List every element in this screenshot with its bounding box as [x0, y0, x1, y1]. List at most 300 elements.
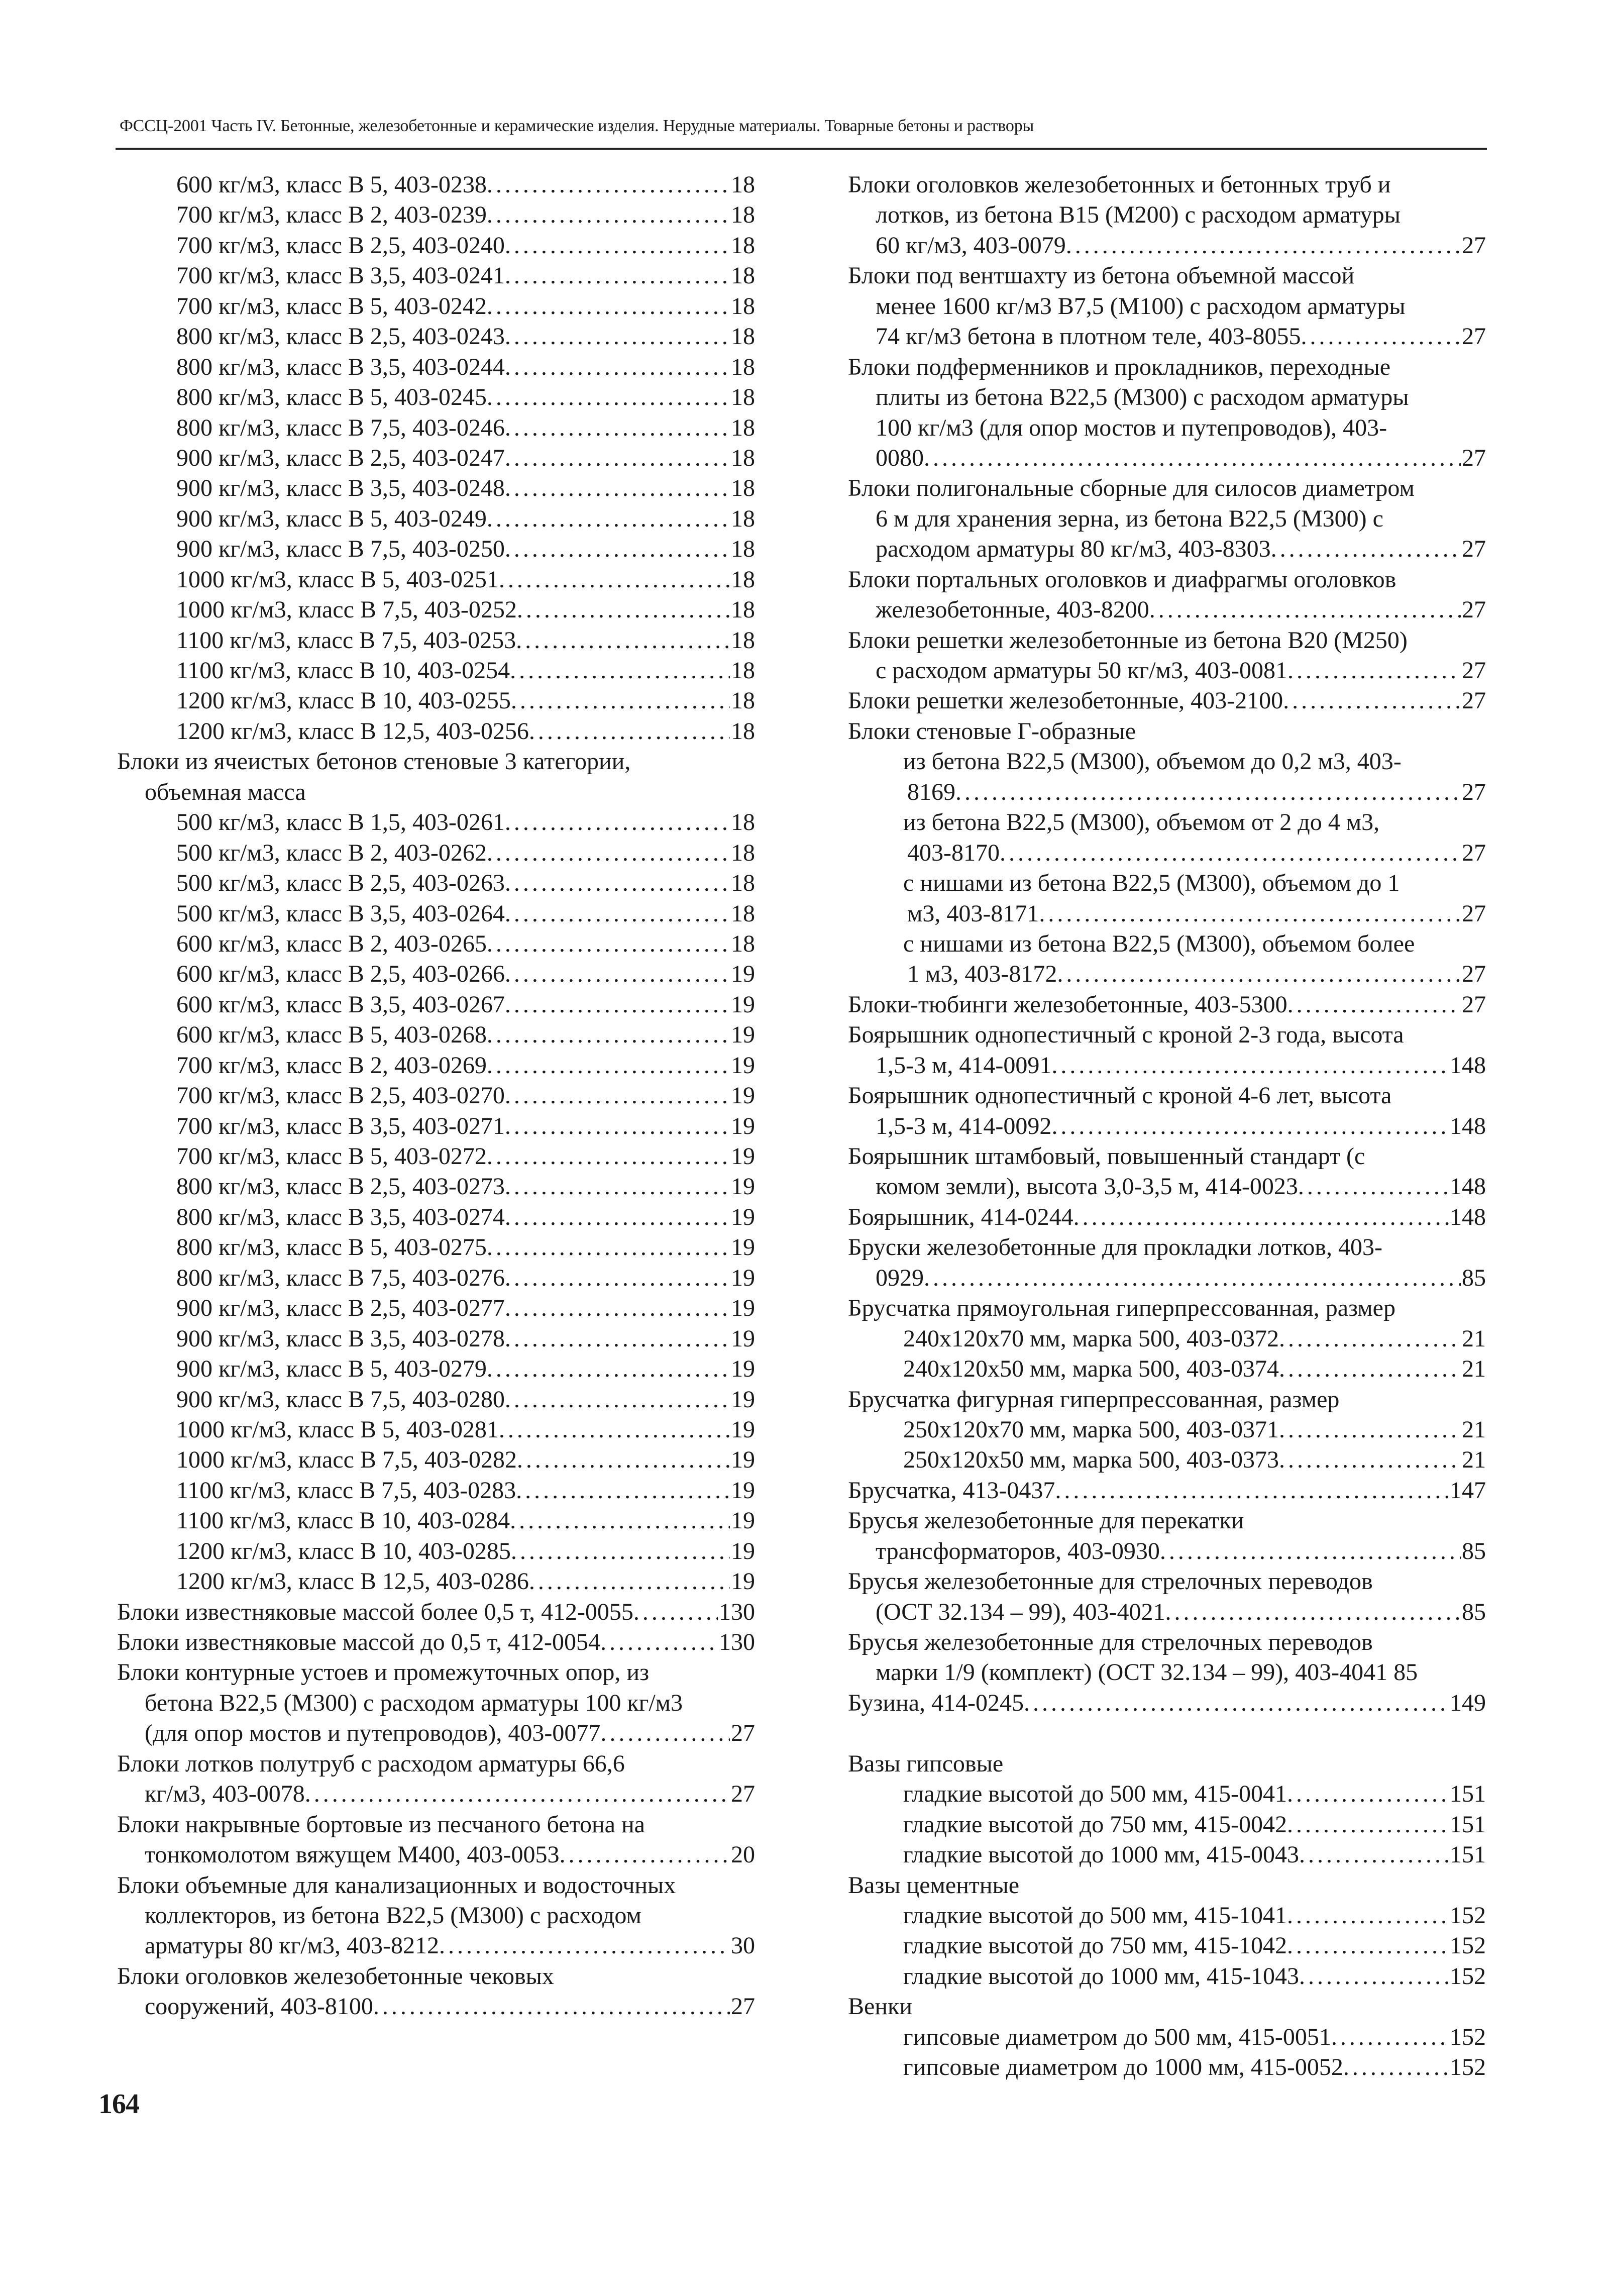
index-entry — [117, 1506, 755, 1536]
index-entry: марки 1/9 (комплект) (ОСТ 32.134 – 99), 403-4041 85 — [876, 1659, 1418, 1686]
entry-text: 500 кг/м3, класс В 2, 403-0262 — [176, 839, 487, 866]
index-entry — [117, 868, 755, 898]
entry-page-ref: 19 — [731, 1355, 755, 1383]
entry-page-ref: 19 — [731, 1052, 755, 1079]
index-entry: Блоки под вентшахту из бетона объемной массой — [848, 262, 1355, 289]
dot-leader — [1024, 1688, 1449, 1718]
dot-leader — [1287, 1901, 1449, 1931]
entry-text: комом земли), высота 3,0-3,5 м, 414-0023 — [876, 1173, 1298, 1200]
entry-text: 240х120х50 мм, марка 500, 403-0374 — [903, 1355, 1279, 1383]
dot-leader — [1299, 1961, 1449, 1992]
dot-leader — [600, 1627, 718, 1657]
entry-page-ref: 18 — [731, 262, 755, 289]
index-entry: Блоки решетки железобетонные из бетона В20 (М250) — [848, 627, 1408, 654]
entry-text: 250х120х70 мм, марка 500, 403-0371 — [903, 1416, 1279, 1443]
dot-leader — [505, 1081, 730, 1111]
dot-leader — [487, 1020, 730, 1050]
entry-page-ref: 18 — [731, 475, 755, 502]
dot-leader — [529, 1567, 730, 1597]
dot-leader — [1055, 1476, 1449, 1506]
dot-leader — [1279, 1415, 1461, 1445]
dot-leader — [487, 382, 730, 412]
dot-leader — [1279, 1445, 1461, 1475]
index-entry — [848, 1961, 1486, 1992]
dot-leader — [955, 777, 1461, 807]
entry-page-ref: 18 — [731, 505, 755, 532]
entry-page-ref: 18 — [731, 171, 755, 198]
dot-leader — [487, 838, 730, 868]
dot-leader — [924, 1263, 1461, 1293]
index-entry — [117, 716, 755, 747]
entry-page-ref: 21 — [1462, 1355, 1486, 1383]
index-entry: Блоки лотков полутруб с расходом арматуры 66,6 — [117, 1750, 625, 1777]
index-entry — [117, 990, 755, 1020]
entry-text: Бузина, 414-0245 — [848, 1689, 1024, 1716]
entry-text: 900 кг/м3, класс В 2,5, 403-0277 — [176, 1295, 505, 1322]
entry-text: 700 кг/м3, класс В 2, 403-0269 — [176, 1052, 487, 1079]
entry-text: 600 кг/м3, класс В 2, 403-0265 — [176, 930, 487, 957]
index-entry — [117, 1931, 755, 1961]
entry-page-ref: 19 — [731, 1234, 755, 1261]
entry-page-ref: 19 — [731, 1325, 755, 1352]
dot-leader — [439, 1931, 730, 1961]
entry-page-ref: 18 — [731, 232, 755, 259]
entry-page-ref: 18 — [731, 384, 755, 411]
index-column-right — [848, 170, 1486, 2083]
index-entry — [848, 1051, 1486, 1081]
index-entry: Блоки из ячеистых бетонов стеновые 3 категории, — [117, 748, 631, 775]
index-entry — [848, 1840, 1486, 1870]
entry-page-ref: 19 — [731, 1173, 755, 1200]
index-entry — [848, 1263, 1486, 1293]
entry-text: 8169 — [907, 778, 955, 805]
entry-text: (ОСТ 32.134 – 99), 403-4021 — [876, 1598, 1165, 1625]
entry-page-ref: 152 — [1450, 1962, 1486, 1990]
entry-page-ref: 27 — [1462, 900, 1486, 927]
entry-text: 800 кг/м3, класс В 5, 403-0275 — [176, 1234, 487, 1261]
entry-page-ref: 18 — [731, 444, 755, 471]
entry-page-ref: 21 — [1462, 1325, 1486, 1352]
dot-leader — [1160, 1536, 1461, 1567]
index-entry — [117, 200, 755, 230]
index-entry — [117, 565, 755, 595]
entry-text: 700 кг/м3, класс В 5, 403-0272 — [176, 1143, 487, 1170]
dot-leader — [487, 170, 730, 200]
index-entry — [848, 1718, 1486, 1748]
entry-text: гипсовые диаметром до 500 мм, 415-0051 — [903, 2023, 1331, 2050]
index-entry: Венки — [848, 1993, 913, 2020]
index-entry: Вазы гипсовые — [848, 1750, 1004, 1777]
dot-leader — [1283, 686, 1461, 716]
dot-leader — [499, 565, 730, 595]
index-entry: Брусчатка фигурная гиперпрессованная, размер — [848, 1386, 1340, 1413]
index-entry: Боярышник штамбовый, повышенный стандарт (с — [848, 1143, 1365, 1170]
entry-page-ref: 19 — [731, 1507, 755, 1534]
index-entry — [848, 2022, 1486, 2052]
index-entry — [117, 1263, 755, 1293]
entry-page-ref: 18 — [731, 536, 755, 563]
entry-page-ref: 130 — [719, 1629, 755, 1655]
index-entry: бетона В22,5 (М300) с расходом арматуры 100 кг/м3 — [145, 1689, 683, 1716]
index-entry — [848, 686, 1486, 716]
entry-page-ref: 148 — [1450, 1112, 1486, 1139]
index-entry — [117, 1172, 755, 1202]
entry-page-ref: 18 — [731, 687, 755, 714]
entry-page-ref: 20 — [731, 1841, 755, 1868]
entry-page-ref: 18 — [731, 930, 755, 957]
entry-text: 1000 кг/м3, класс В 7,5, 403-0252 — [176, 596, 517, 623]
index-entry — [117, 595, 755, 625]
index-entry: Блоки полигональные сборные для силосов диаметром — [848, 475, 1415, 502]
index-entry — [117, 1293, 755, 1323]
entry-text: 1000 кг/м3, класс В 7,5, 403-0282 — [176, 1446, 517, 1474]
entry-page-ref: 21 — [1462, 1416, 1486, 1443]
dot-leader — [505, 959, 730, 989]
dot-leader — [511, 1536, 730, 1567]
dot-leader — [1000, 838, 1461, 868]
entry-page-ref: 27 — [1462, 991, 1486, 1018]
index-entry: Брусчатка прямоугольная гиперпрессованная, размер — [848, 1295, 1395, 1322]
entry-page-ref: 18 — [731, 292, 755, 320]
index-entry — [117, 1051, 755, 1081]
index-entry: 6 м для хранения зерна, из бетона В22,5 (М300) с — [876, 505, 1383, 532]
index-entry — [848, 1415, 1486, 1445]
dot-leader — [1149, 595, 1461, 625]
index-entry — [848, 777, 1486, 807]
dot-leader — [1051, 1111, 1449, 1141]
entry-page-ref: 85 — [1462, 1537, 1486, 1564]
dot-leader — [487, 1354, 730, 1384]
entry-text: трансформаторов, 403-0930 — [876, 1537, 1160, 1564]
index-entry — [848, 990, 1486, 1020]
dot-leader — [487, 1141, 730, 1172]
index-entry — [117, 899, 755, 929]
entry-page-ref: 151 — [1450, 1811, 1486, 1838]
dot-leader — [559, 1840, 730, 1870]
index-entry — [117, 1718, 755, 1748]
dot-leader — [505, 1202, 730, 1232]
entry-page-ref: 19 — [731, 1021, 755, 1049]
entry-text: 1,5-3 м, 414-0091 — [876, 1052, 1052, 1079]
entry-page-ref: 19 — [731, 1143, 755, 1170]
index-entry: из бетона В22,5 (М300), объемом от 2 до 4 м3, — [903, 809, 1380, 836]
dot-leader — [517, 595, 730, 625]
entry-page-ref: 19 — [731, 1082, 755, 1109]
index-entry — [848, 1324, 1486, 1354]
index-entry — [848, 2052, 1486, 2082]
entry-text: сооружений, 403-8100 — [145, 1993, 373, 2020]
entry-text: железобетонные, 403-8200 — [876, 596, 1149, 623]
dot-leader — [487, 291, 730, 322]
index-entry — [848, 959, 1486, 989]
entry-text: 1,5-3 м, 414-0092 — [876, 1112, 1052, 1139]
dot-leader — [505, 1385, 730, 1415]
dot-leader — [529, 716, 730, 747]
index-entry: Боярышник однопестичный с кроной 4-6 лет, высота — [848, 1082, 1392, 1109]
header-rule — [116, 148, 1487, 150]
index-entry: Блоки контурные устоев и промежуточных опор, из — [117, 1659, 650, 1686]
entry-text: 600 кг/м3, класс В 2,5, 403-0266 — [176, 961, 505, 988]
index-entry — [117, 1536, 755, 1567]
entry-page-ref: 18 — [731, 414, 755, 441]
entry-text: 1000 кг/м3, класс В 5, 403-0281 — [176, 1416, 499, 1443]
entry-page-ref: 152 — [1450, 1902, 1486, 1929]
dot-leader — [505, 1324, 730, 1354]
page-number: 164 — [98, 2089, 139, 2120]
dot-leader — [505, 231, 730, 261]
entry-text: Блоки-тюбинги железобетонные, 403-5300 — [848, 991, 1287, 1018]
entry-page-ref: 148 — [1450, 1052, 1486, 1079]
index-entry — [117, 1385, 755, 1415]
index-entry — [117, 291, 755, 322]
dot-leader — [924, 443, 1461, 473]
entry-text: 1100 кг/м3, класс В 7,5, 403-0253 — [176, 627, 516, 654]
entry-page-ref: 18 — [731, 596, 755, 623]
entry-page-ref: 19 — [731, 1203, 755, 1230]
index-entry: Брусья железобетонные для перекатки — [848, 1507, 1244, 1534]
entry-page-ref: 19 — [731, 1537, 755, 1564]
dot-leader — [1279, 1354, 1461, 1384]
entry-text: кг/м3, 403-0078 — [145, 1781, 305, 1808]
dot-leader — [487, 200, 730, 230]
index-entry — [117, 473, 755, 503]
entry-page-ref: 152 — [1450, 1932, 1486, 1959]
entry-text: гладкие высотой до 500 мм, 415-1041 — [903, 1902, 1287, 1929]
index-entry — [117, 1111, 755, 1141]
entry-page-ref: 18 — [731, 627, 755, 654]
entry-text: гладкие высотой до 750 мм, 415-0042 — [903, 1811, 1287, 1838]
index-entry — [117, 261, 755, 291]
entry-text: Блоки известняковые массой более 0,5 т, 412-0055 — [117, 1598, 633, 1625]
entry-page-ref: 18 — [731, 353, 755, 380]
entry-text: 900 кг/м3, класс В 5, 403-0279 — [176, 1355, 487, 1383]
index-entry — [848, 1536, 1486, 1567]
entry-text: 700 кг/м3, класс В 3,5, 403-0271 — [176, 1112, 505, 1139]
entry-text: Блоки известняковые массой до 0,5 т, 412-0054 — [117, 1629, 600, 1655]
index-entry — [117, 959, 755, 989]
entry-page-ref: 27 — [1462, 657, 1486, 684]
index-entry — [117, 170, 755, 200]
entry-text: 600 кг/м3, класс В 3,5, 403-0267 — [176, 991, 505, 1018]
entry-page-ref: 27 — [1462, 536, 1486, 563]
index-entry — [848, 1111, 1486, 1141]
entry-page-ref: 151 — [1450, 1841, 1486, 1868]
index-entry — [848, 838, 1486, 868]
entry-text: 1 м3, 403-8172 — [907, 961, 1057, 988]
entry-page-ref: 27 — [1462, 839, 1486, 866]
index-entry — [117, 838, 755, 868]
dot-leader — [505, 534, 730, 564]
entry-text: 700 кг/м3, класс В 5, 403-0242 — [176, 292, 487, 320]
entry-page-ref: 18 — [731, 201, 755, 229]
entry-page-ref: 19 — [731, 1416, 755, 1443]
entry-text: 1100 кг/м3, класс В 7,5, 403-0283 — [176, 1477, 516, 1504]
index-entry: с нишами из бетона В22,5 (М300), объемом до 1 — [903, 870, 1400, 897]
dot-leader — [505, 1172, 730, 1202]
dot-leader — [633, 1597, 718, 1627]
dot-leader — [505, 990, 730, 1020]
entry-text: 1100 кг/м3, класс В 10, 403-0284 — [176, 1507, 510, 1534]
entry-text: Боярышник, 414-0244 — [848, 1203, 1073, 1230]
entry-page-ref: 27 — [1462, 232, 1486, 259]
index-entry — [848, 1779, 1486, 1809]
entry-text: 60 кг/м3, 403-0079 — [876, 232, 1066, 259]
entry-page-ref: 27 — [731, 1993, 755, 2020]
index-entry — [117, 322, 755, 352]
entry-page-ref: 27 — [1462, 778, 1486, 805]
index-entry — [117, 1354, 755, 1384]
entry-text: 1200 кг/м3, класс В 10, 403-0285 — [176, 1537, 511, 1564]
index-entry — [117, 1476, 755, 1506]
entry-page-ref: 19 — [731, 991, 755, 1018]
dot-leader — [505, 352, 730, 382]
dot-leader — [1279, 1324, 1461, 1354]
index-entry — [117, 1141, 755, 1172]
index-entry: лотков, из бетона В15 (М200) с расходом арматуры — [876, 201, 1401, 229]
entry-text: Блоки решетки железобетонные, 403-2100 — [848, 687, 1283, 714]
entry-text: 800 кг/м3, класс В 3,5, 403-0244 — [176, 353, 505, 380]
dot-leader — [487, 929, 730, 959]
dot-leader — [1331, 2022, 1449, 2052]
dot-leader — [1039, 899, 1461, 929]
index-entry — [848, 443, 1486, 473]
dot-leader — [505, 413, 730, 443]
index-entry — [848, 1597, 1486, 1627]
entry-page-ref: 19 — [731, 1446, 755, 1474]
dot-leader — [305, 1779, 730, 1809]
entry-text: 900 кг/м3, класс В 5, 403-0249 — [176, 505, 487, 532]
index-entry — [117, 1992, 755, 2022]
index-entry — [848, 656, 1486, 686]
entry-text: гладкие высотой до 750 мм, 415-1042 — [903, 1932, 1287, 1959]
entry-text: 500 кг/м3, класс В 1,5, 403-0261 — [176, 809, 505, 836]
entry-text: гипсовые диаметром до 1000 мм, 415-0052 — [903, 2054, 1343, 2081]
entry-page-ref: 18 — [731, 566, 755, 593]
index-entry — [117, 1415, 755, 1445]
entry-text: 900 кг/м3, класс В 3,5, 403-0248 — [176, 475, 505, 502]
index-entry — [117, 231, 755, 261]
index-entry: Блоки оголовков железобетонные чековых — [117, 1962, 554, 1990]
entry-text: 800 кг/м3, класс В 5, 403-0245 — [176, 384, 487, 411]
entry-text: 600 кг/м3, класс В 5, 403-0268 — [176, 1021, 487, 1049]
dot-leader — [516, 625, 730, 656]
index-entry — [848, 534, 1486, 564]
dot-leader — [1287, 656, 1461, 686]
entry-text: 0080 — [876, 444, 924, 471]
entry-text: 403-8170 — [907, 839, 1000, 866]
index-entry: Брусья железобетонные для стрелочных переводов — [848, 1629, 1373, 1655]
index-entry: Вазы цементные — [848, 1871, 1020, 1899]
index-entry — [848, 1931, 1486, 1961]
entry-text: 0929 — [876, 1264, 924, 1291]
entry-text: 900 кг/м3, класс В 7,5, 403-0280 — [176, 1386, 505, 1413]
entry-page-ref: 18 — [731, 809, 755, 836]
index-entry: коллекторов, из бетона В22,5 (М300) с расходом — [145, 1902, 641, 1929]
entry-text: 700 кг/м3, класс В 2, 403-0239 — [176, 201, 487, 229]
dot-leader — [505, 443, 730, 473]
entry-page-ref: 19 — [731, 1477, 755, 1504]
index-entry — [848, 1445, 1486, 1475]
dot-leader — [1287, 1779, 1449, 1809]
entry-page-ref: 152 — [1450, 2054, 1486, 2081]
entry-text: 74 кг/м3 бетона в плотном теле, 403-8055 — [876, 323, 1301, 350]
entry-text: 900 кг/м3, класс В 3,5, 403-0278 — [176, 1325, 505, 1352]
index-entry — [848, 1476, 1486, 1506]
entry-page-ref: 19 — [731, 961, 755, 988]
entry-page-ref: 27 — [1462, 323, 1486, 350]
index-entry: из бетона В22,5 (М300), объемом до 0,2 м3, 403- — [903, 748, 1402, 775]
entry-text: 900 кг/м3, класс В 7,5, 403-0250 — [176, 536, 505, 563]
dot-leader — [1299, 1840, 1449, 1870]
entry-text: гладкие высотой до 1000 мм, 415-0043 — [903, 1841, 1300, 1868]
entry-text: 1100 кг/м3, класс В 10, 403-0254 — [176, 657, 510, 684]
entry-text: 800 кг/м3, класс В 2,5, 403-0243 — [176, 323, 505, 350]
dot-leader — [487, 504, 730, 534]
running-header: ФССЦ-2001 Часть IV. Бетонные, железобетонные и керамические изделия. Нерудные материалы. Товарные бетоны и растворы — [120, 117, 1034, 135]
index-entry — [117, 686, 755, 716]
entry-text: 1200 кг/м3, класс В 10, 403-0255 — [176, 687, 511, 714]
index-entry — [117, 625, 755, 656]
index-entry — [117, 1081, 755, 1111]
index-entry — [117, 1232, 755, 1263]
index-entry: плиты из бетона В22,5 (М300) с расходом арматуры — [876, 384, 1409, 411]
index-entry — [848, 1810, 1486, 1840]
entry-page-ref: 18 — [731, 323, 755, 350]
index-entry: Блоки подферменников и прокладников, переходные — [848, 353, 1390, 380]
entry-text: расходом арматуры 80 кг/м3, 403-8303 — [876, 536, 1271, 563]
entry-text: гладкие высотой до 500 мм, 415-0041 — [903, 1781, 1287, 1808]
entry-page-ref: 148 — [1450, 1173, 1486, 1200]
entry-text: 1200 кг/м3, класс В 12,5, 403-0256 — [176, 717, 529, 745]
dot-leader — [505, 261, 730, 291]
entry-text: 800 кг/м3, класс В 3,5, 403-0274 — [176, 1203, 505, 1230]
index-entry: Блоки стеновые Г-образные — [848, 717, 1136, 745]
entry-page-ref: 85 — [1462, 1598, 1486, 1625]
index-entry: с нишами из бетона В22,5 (М300), объемом более — [903, 930, 1415, 957]
index-entry — [117, 443, 755, 473]
entry-text: 900 кг/м3, класс В 2,5, 403-0247 — [176, 444, 505, 471]
entry-page-ref: 18 — [731, 717, 755, 745]
entry-text: (для опор мостов и путепроводов), 403-0077 — [145, 1720, 601, 1747]
dot-leader — [1287, 1810, 1449, 1840]
dot-leader — [516, 1476, 730, 1506]
index-entry — [117, 1324, 755, 1354]
entry-page-ref: 85 — [1462, 1264, 1486, 1291]
dot-leader — [505, 868, 730, 898]
dot-leader — [510, 1506, 730, 1536]
dot-leader — [1073, 1202, 1449, 1232]
entry-page-ref: 19 — [731, 1112, 755, 1139]
index-entry — [117, 1202, 755, 1232]
entry-text: тонкомолотом вяжущем М400, 403-0053 — [145, 1841, 560, 1868]
dot-leader — [505, 1293, 730, 1323]
index-entry: Блоки оголовков железобетонных и бетонных труб и — [848, 171, 1391, 198]
entry-text: с расходом арматуры 50 кг/м3, 403-0081 — [876, 657, 1287, 684]
entry-text: 1000 кг/м3, класс В 5, 403-0251 — [176, 566, 499, 593]
index-entry — [848, 595, 1486, 625]
dot-leader — [1051, 1051, 1449, 1081]
entry-page-ref: 149 — [1450, 1689, 1486, 1716]
entry-page-ref: 19 — [731, 1264, 755, 1291]
dot-leader — [1165, 1597, 1461, 1627]
dot-leader — [1287, 990, 1461, 1020]
entry-page-ref: 130 — [719, 1598, 755, 1625]
dot-leader — [1066, 231, 1461, 261]
entry-page-ref: 27 — [1462, 444, 1486, 471]
index-entry — [848, 231, 1486, 261]
index-entry: Блоки портальных оголовков и диафрагмы оголовков — [848, 566, 1396, 593]
entry-text: 800 кг/м3, класс В 7,5, 403-0276 — [176, 1264, 505, 1291]
